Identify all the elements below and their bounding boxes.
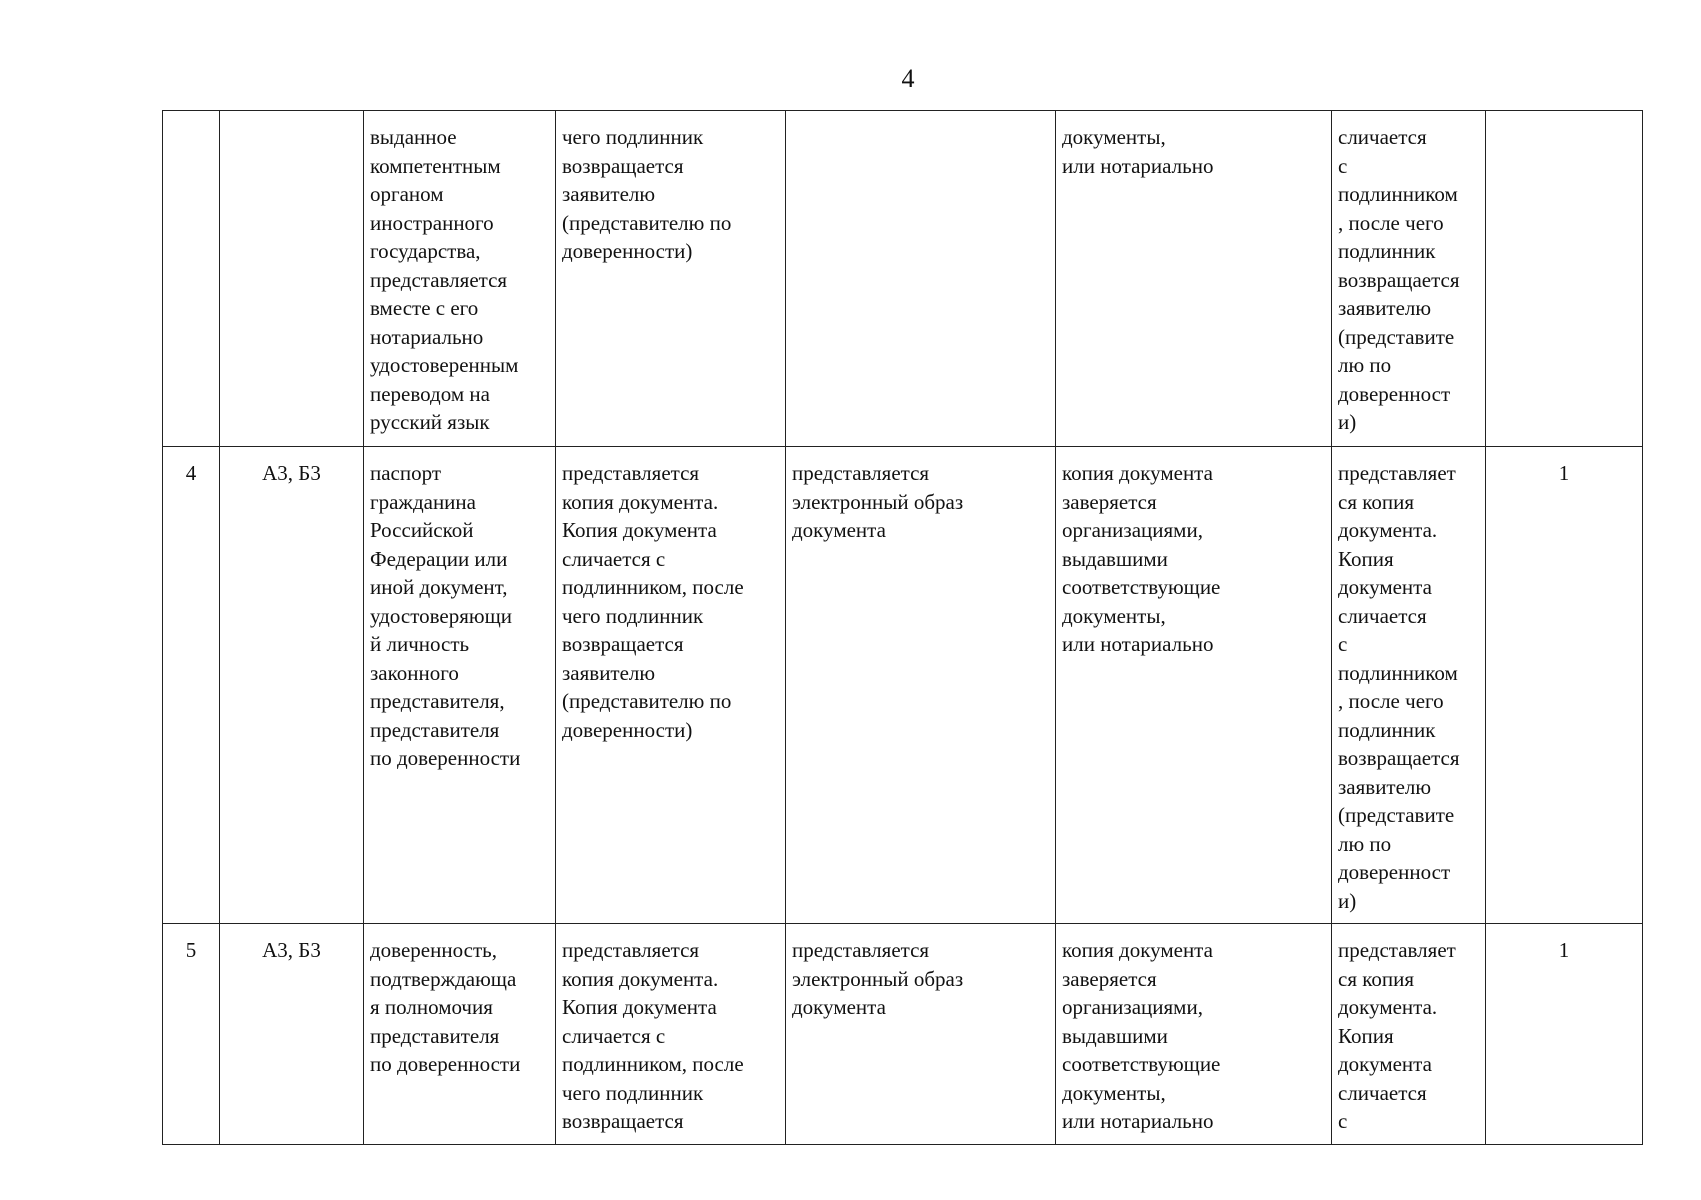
- row-number-cell: [163, 111, 220, 447]
- document-name-text: паспорт гражданина Российской Федерации или иной документ, удостоверяющи й личность законного представителя, представителя по доверенности: [370, 461, 521, 770]
- electronic-form-text: представляется электронный образ документа: [792, 938, 964, 1019]
- document-name-cell: [364, 111, 556, 447]
- mfc-form-cell: [1332, 447, 1486, 924]
- table-row: [163, 111, 1643, 447]
- paper-form-text: представляется копия документа. Копия документа сличается с подлинником, после чего подлинник возвращается заявителю (представителю по доверенности): [562, 461, 744, 742]
- quantity-cell: 1: [1486, 447, 1643, 924]
- page-number: 4: [901, 64, 915, 93]
- paper-form-cell: [556, 924, 786, 1145]
- paper-form-cell: [556, 447, 786, 924]
- mfc-form-cell: [1332, 111, 1486, 447]
- category-cell: [220, 111, 364, 447]
- quantity-cell: 1: [1486, 924, 1643, 1145]
- mfc-form-text: сличается с подлинником , после чего подлинник возвращается заявителю (представите лю по доверенност и): [1338, 125, 1460, 434]
- quantity-cell: [1486, 111, 1643, 447]
- table-row: [163, 924, 1643, 1145]
- certification-text: документы, или нотариально: [1062, 125, 1214, 178]
- mfc-form-cell: [1332, 924, 1486, 1145]
- electronic-form-cell: [786, 924, 1056, 1145]
- row-number-cell: 4: [163, 447, 220, 924]
- paper-form-text: чего подлинник возвращается заявителю (представителю по доверенности): [562, 125, 732, 263]
- document-name-text: доверенность, подтверждающа я полномочия представителя по доверенности: [370, 938, 521, 1076]
- certification-cell: [1056, 447, 1332, 924]
- document-name-text: выданное компетентным органом иностранного государства, представляется вместе с его нотариально удостоверенным переводом на русский язык: [370, 125, 519, 434]
- table-row: [163, 447, 1643, 924]
- mfc-form-text: представляет ся копия документа. Копия документа сличается с: [1338, 938, 1456, 1133]
- category-cell: А3, Б3: [220, 447, 364, 924]
- certification-text: копия документа заверяется организациями, выдавшими соответствующие документы, или нотариально: [1062, 461, 1221, 656]
- documents-table: [162, 110, 1643, 1145]
- document-name-cell: [364, 924, 556, 1145]
- category-cell: А3, Б3: [220, 924, 364, 1145]
- electronic-form-text: представляется электронный образ документа: [792, 461, 964, 542]
- certification-cell: [1056, 111, 1332, 447]
- electronic-form-cell: [786, 111, 1056, 447]
- mfc-form-text: представляет ся копия документа. Копия документа сличается с подлинником , после чего подлинник возвращается заявителю (представите лю по доверенност и): [1338, 461, 1460, 913]
- electronic-form-cell: [786, 447, 1056, 924]
- certification-text: копия документа заверяется организациями, выдавшими соответствующие документы, или нотариально: [1062, 938, 1221, 1133]
- row-number-cell: 5: [163, 924, 220, 1145]
- paper-form-text: представляется копия документа. Копия документа сличается с подлинником, после чего подлинник возвращается: [562, 938, 744, 1133]
- paper-form-cell: [556, 111, 786, 447]
- document-name-cell: [364, 447, 556, 924]
- certification-cell: [1056, 924, 1332, 1145]
